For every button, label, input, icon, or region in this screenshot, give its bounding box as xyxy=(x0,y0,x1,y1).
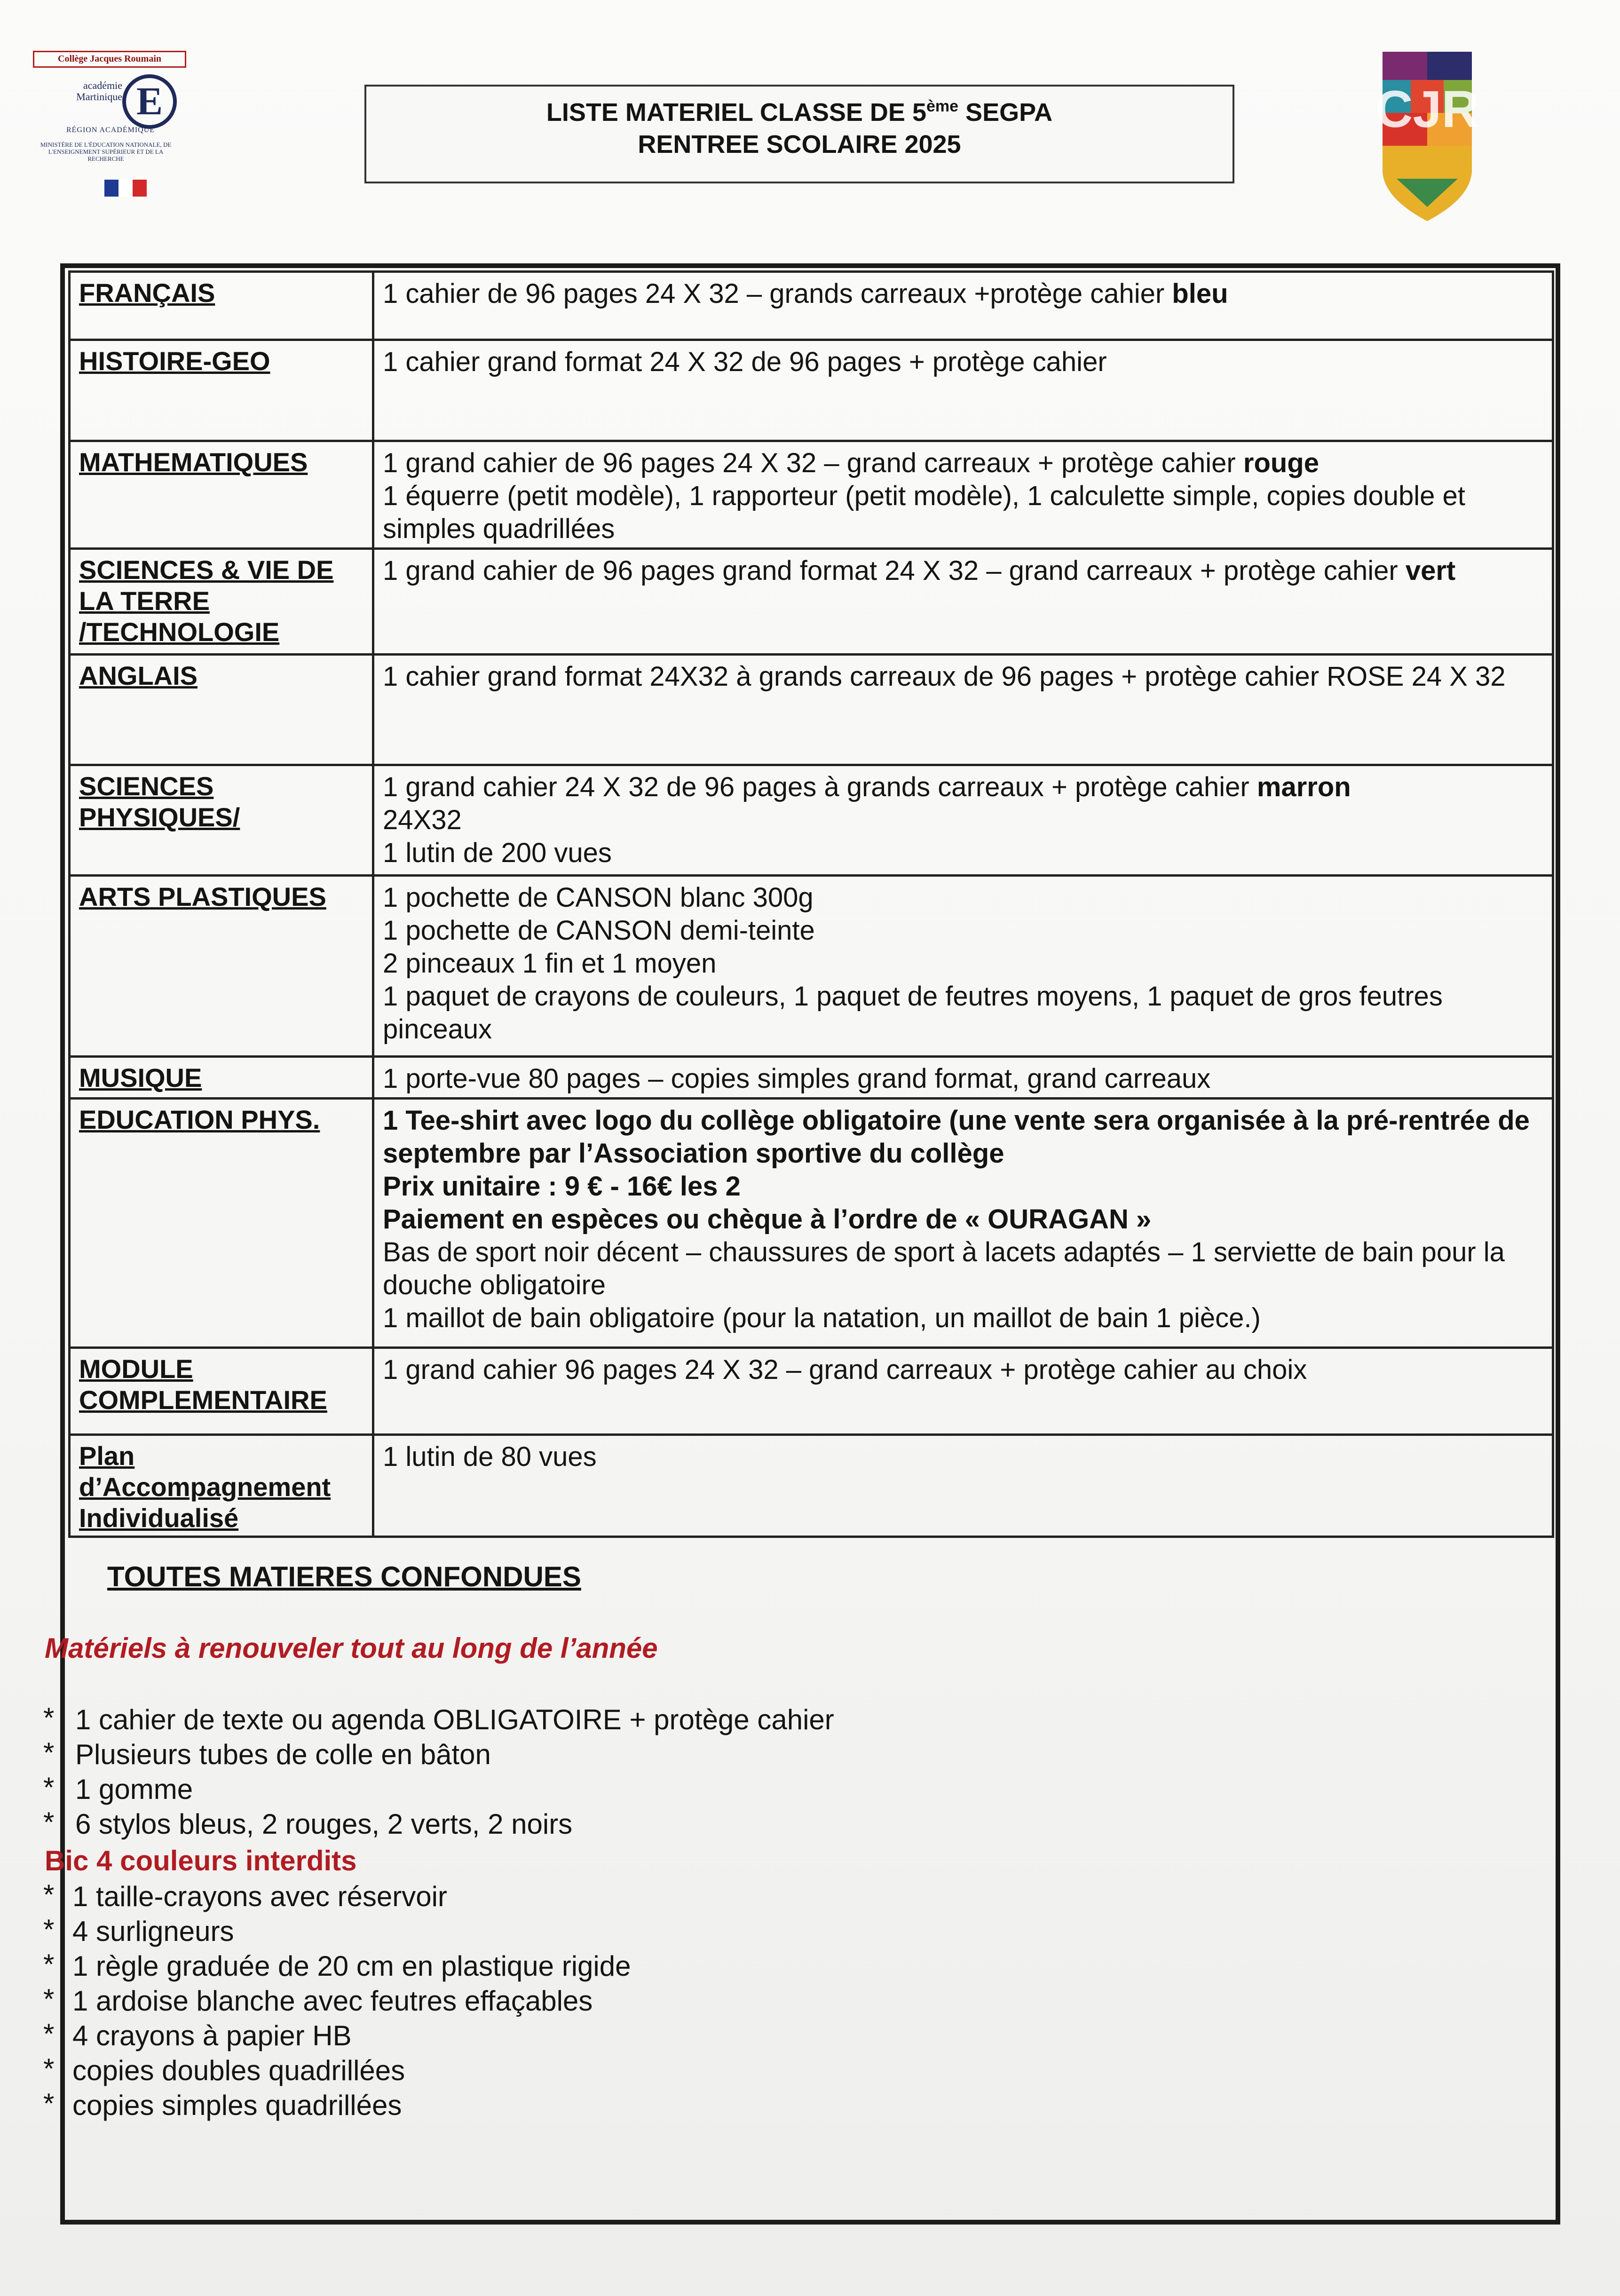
academie-logo xyxy=(28,47,183,202)
academie-text xyxy=(56,80,122,103)
material-line xyxy=(383,837,1543,870)
table-row xyxy=(70,1099,1553,1348)
table-row xyxy=(70,1057,1553,1099)
academie-line1: académie xyxy=(83,79,122,91)
academie-e-icon: E xyxy=(122,74,177,129)
table-row xyxy=(70,1348,1553,1435)
list-item: * copies doubles quadrillées xyxy=(43,2053,631,2088)
material-line xyxy=(383,1302,1543,1335)
subject-name: ARTS PLASTIQUES xyxy=(70,876,373,1057)
list-item: * 4 surligneurs xyxy=(43,1914,631,1949)
material-line xyxy=(383,447,1543,480)
title-line1: LISTE MATERIEL CLASSE DE 5ème SEGPA xyxy=(546,97,1053,127)
document-title xyxy=(364,85,1234,183)
subject-materials xyxy=(373,876,1553,1057)
material-text: 24X32 xyxy=(383,805,462,835)
material-text: 1 lutin de 80 vues xyxy=(383,1441,597,1472)
material-line xyxy=(383,554,1543,587)
ministere-text: MINISTÈRE DE L'ÉDUCATION NATIONALE, DE L'ENSEIGNEMENT SUPÉRIEUR ET DE LA RECHERCHE xyxy=(40,141,172,162)
material-line xyxy=(383,1236,1543,1302)
material-line xyxy=(383,1354,1543,1386)
table-row xyxy=(70,1435,1553,1537)
material-line xyxy=(383,1062,1543,1095)
material-line xyxy=(383,804,1543,837)
subject-name: ANGLAIS xyxy=(70,655,373,765)
material-text: 1 grand cahier de 96 pages grand format 24 X 32 – grand carreaux + protège cahier xyxy=(383,555,1406,586)
subject-name: Plan d’Accompagnement Individualisé xyxy=(70,1435,373,1537)
material-text-bold: Paiement en espèces ou chèque à l’ordre de « OURAGAN » xyxy=(383,1204,1152,1235)
material-text: 1 maillot de bain obligatoire (pour la natation, un maillot de bain 1 pièce.) xyxy=(383,1303,1261,1333)
table-row xyxy=(70,272,1553,340)
material-line xyxy=(383,771,1543,804)
subject-name: MATHEMATIQUES xyxy=(70,441,373,549)
subject-materials xyxy=(373,340,1553,441)
material-text: 1 lutin de 200 vues xyxy=(383,838,612,868)
subject-materials xyxy=(373,1099,1553,1348)
subject-name: EDUCATION PHYS. xyxy=(70,1099,373,1348)
material-line xyxy=(383,1104,1543,1170)
material-text: 1 grand cahier de 96 pages 24 X 32 – grand carreaux + protège cahier xyxy=(383,448,1243,478)
renew-heading: Matériels à renouveler tout au long de l’année xyxy=(45,1632,658,1664)
region-text: RÉGION ACADÉMIQUE xyxy=(66,126,155,134)
list-item: * copies simples quadrillées xyxy=(43,2088,631,2123)
material-line xyxy=(383,480,1543,546)
material-text: 1 pochette de CANSON blanc 300g xyxy=(383,882,814,913)
subject-materials xyxy=(373,549,1553,655)
table-row xyxy=(70,876,1553,1057)
subject-name: HISTOIRE-GEO xyxy=(70,340,373,441)
material-line xyxy=(383,1170,1543,1203)
material-line xyxy=(383,947,1543,980)
table-row xyxy=(70,549,1553,655)
college-crest-icon xyxy=(1378,47,1481,226)
material-line xyxy=(383,914,1543,947)
table-row xyxy=(70,655,1553,765)
material-text: Bas de sport noir décent – chaussures de sport à lacets adaptés – 1 serviette de bain pour la douche obligatoire xyxy=(383,1237,1505,1300)
subject-name: MUSIQUE xyxy=(70,1057,373,1099)
material-text: 1 cahier grand format 24 X 32 de 96 pages + protège cahier xyxy=(383,347,1107,377)
material-text-bold: bleu xyxy=(1172,278,1228,309)
list-item: * 4 crayons à papier HB xyxy=(43,2019,631,2053)
subject-materials xyxy=(373,1435,1553,1537)
table-row xyxy=(70,340,1553,441)
list-item: * 1 cahier de texte ou agenda OBLIGATOIRE + protège cahier xyxy=(43,1702,834,1737)
material-text-bold: 1 Tee-shirt avec logo du collège obligatoire (une vente sera organisée à la pré-rentrée de septembre par l’Association sportive du collège xyxy=(383,1105,1530,1169)
material-line xyxy=(383,1203,1543,1236)
list-item: * 1 règle graduée de 20 cm en plastique rigide xyxy=(43,1949,631,1984)
subject-name: SCIENCES PHYSIQUES/ xyxy=(70,765,373,876)
material-line xyxy=(383,277,1543,310)
material-text-bold: Prix unitaire : 9 € - 16€ les 2 xyxy=(383,1171,741,1202)
academie-line2: Martinique xyxy=(76,91,122,103)
all-subjects-heading: TOUTES MATIERES CONFONDUES xyxy=(107,1561,581,1592)
material-line xyxy=(383,660,1543,693)
material-text: 2 pinceaux 1 fin et 1 moyen xyxy=(383,948,717,979)
subject-materials xyxy=(373,1057,1553,1099)
list-item: * 1 gomme xyxy=(43,1772,834,1807)
material-text: 1 pochette de CANSON demi-teinte xyxy=(383,915,815,946)
subject-materials xyxy=(373,1348,1553,1435)
material-text-bold: vert xyxy=(1405,555,1456,586)
french-flag-icon xyxy=(104,180,147,197)
subject-materials xyxy=(373,655,1553,765)
list-item: * 1 taille-crayons avec réservoir xyxy=(43,1879,631,1914)
material-line xyxy=(383,346,1543,379)
subject-name: SCIENCES & VIE DE LA TERRE /TECHNOLOGIE xyxy=(70,549,373,655)
material-text: 1 cahier de 96 pages 24 X 32 – grands carreaux +protège cahier xyxy=(383,278,1172,309)
school-name: Collège Jacques Roumain xyxy=(33,51,186,68)
bic-warning: Bic 4 couleurs interdits xyxy=(45,1845,357,1876)
subject-materials xyxy=(373,765,1553,876)
common-items-list-b xyxy=(43,1879,631,2123)
subject-name: MODULE COMPLEMENTAIRE xyxy=(70,1348,373,1435)
materials-table xyxy=(68,270,1554,1538)
list-item: * 1 ardoise blanche avec feutres effaçables xyxy=(43,1984,631,2019)
list-item: * 6 stylos bleus, 2 rouges, 2 verts, 2 noirs xyxy=(43,1807,834,1842)
subject-name: FRANÇAIS xyxy=(70,272,373,340)
material-text: 1 équerre (petit modèle), 1 rapporteur (petit modèle), 1 calculette simple, copies double et simples quadrillées xyxy=(383,481,1465,544)
material-text: 1 paquet de crayons de couleurs, 1 paquet de feutres moyens, 1 paquet de gros feutres pinceaux xyxy=(383,981,1443,1045)
common-items-list-a xyxy=(43,1702,834,1842)
list-item: * Plusieurs tubes de colle en bâton xyxy=(43,1737,834,1772)
material-line xyxy=(383,980,1543,1046)
material-line xyxy=(383,881,1543,914)
subject-materials xyxy=(373,272,1553,340)
svg-text:CJR: CJR xyxy=(1378,80,1479,138)
material-text-bold: marron xyxy=(1256,772,1351,802)
material-text: 1 cahier grand format 24X32 à grands carreaux de 96 pages + protège cahier ROSE 24 X 32 xyxy=(383,661,1506,692)
material-text-bold: rouge xyxy=(1243,448,1319,478)
material-line xyxy=(383,1441,1543,1473)
table-row xyxy=(70,441,1553,549)
material-text: 1 grand cahier 96 pages 24 X 32 – grand carreaux + protège cahier au choix xyxy=(383,1354,1307,1385)
table-row xyxy=(70,765,1553,876)
material-text: 1 porte-vue 80 pages – copies simples grand format, grand carreaux xyxy=(383,1063,1211,1094)
material-text: 1 grand cahier 24 X 32 de 96 pages à grands carreaux + protège cahier xyxy=(383,772,1257,802)
subject-materials xyxy=(373,441,1553,549)
title-line2: RENTREE SCOLAIRE 2025 xyxy=(638,130,961,158)
